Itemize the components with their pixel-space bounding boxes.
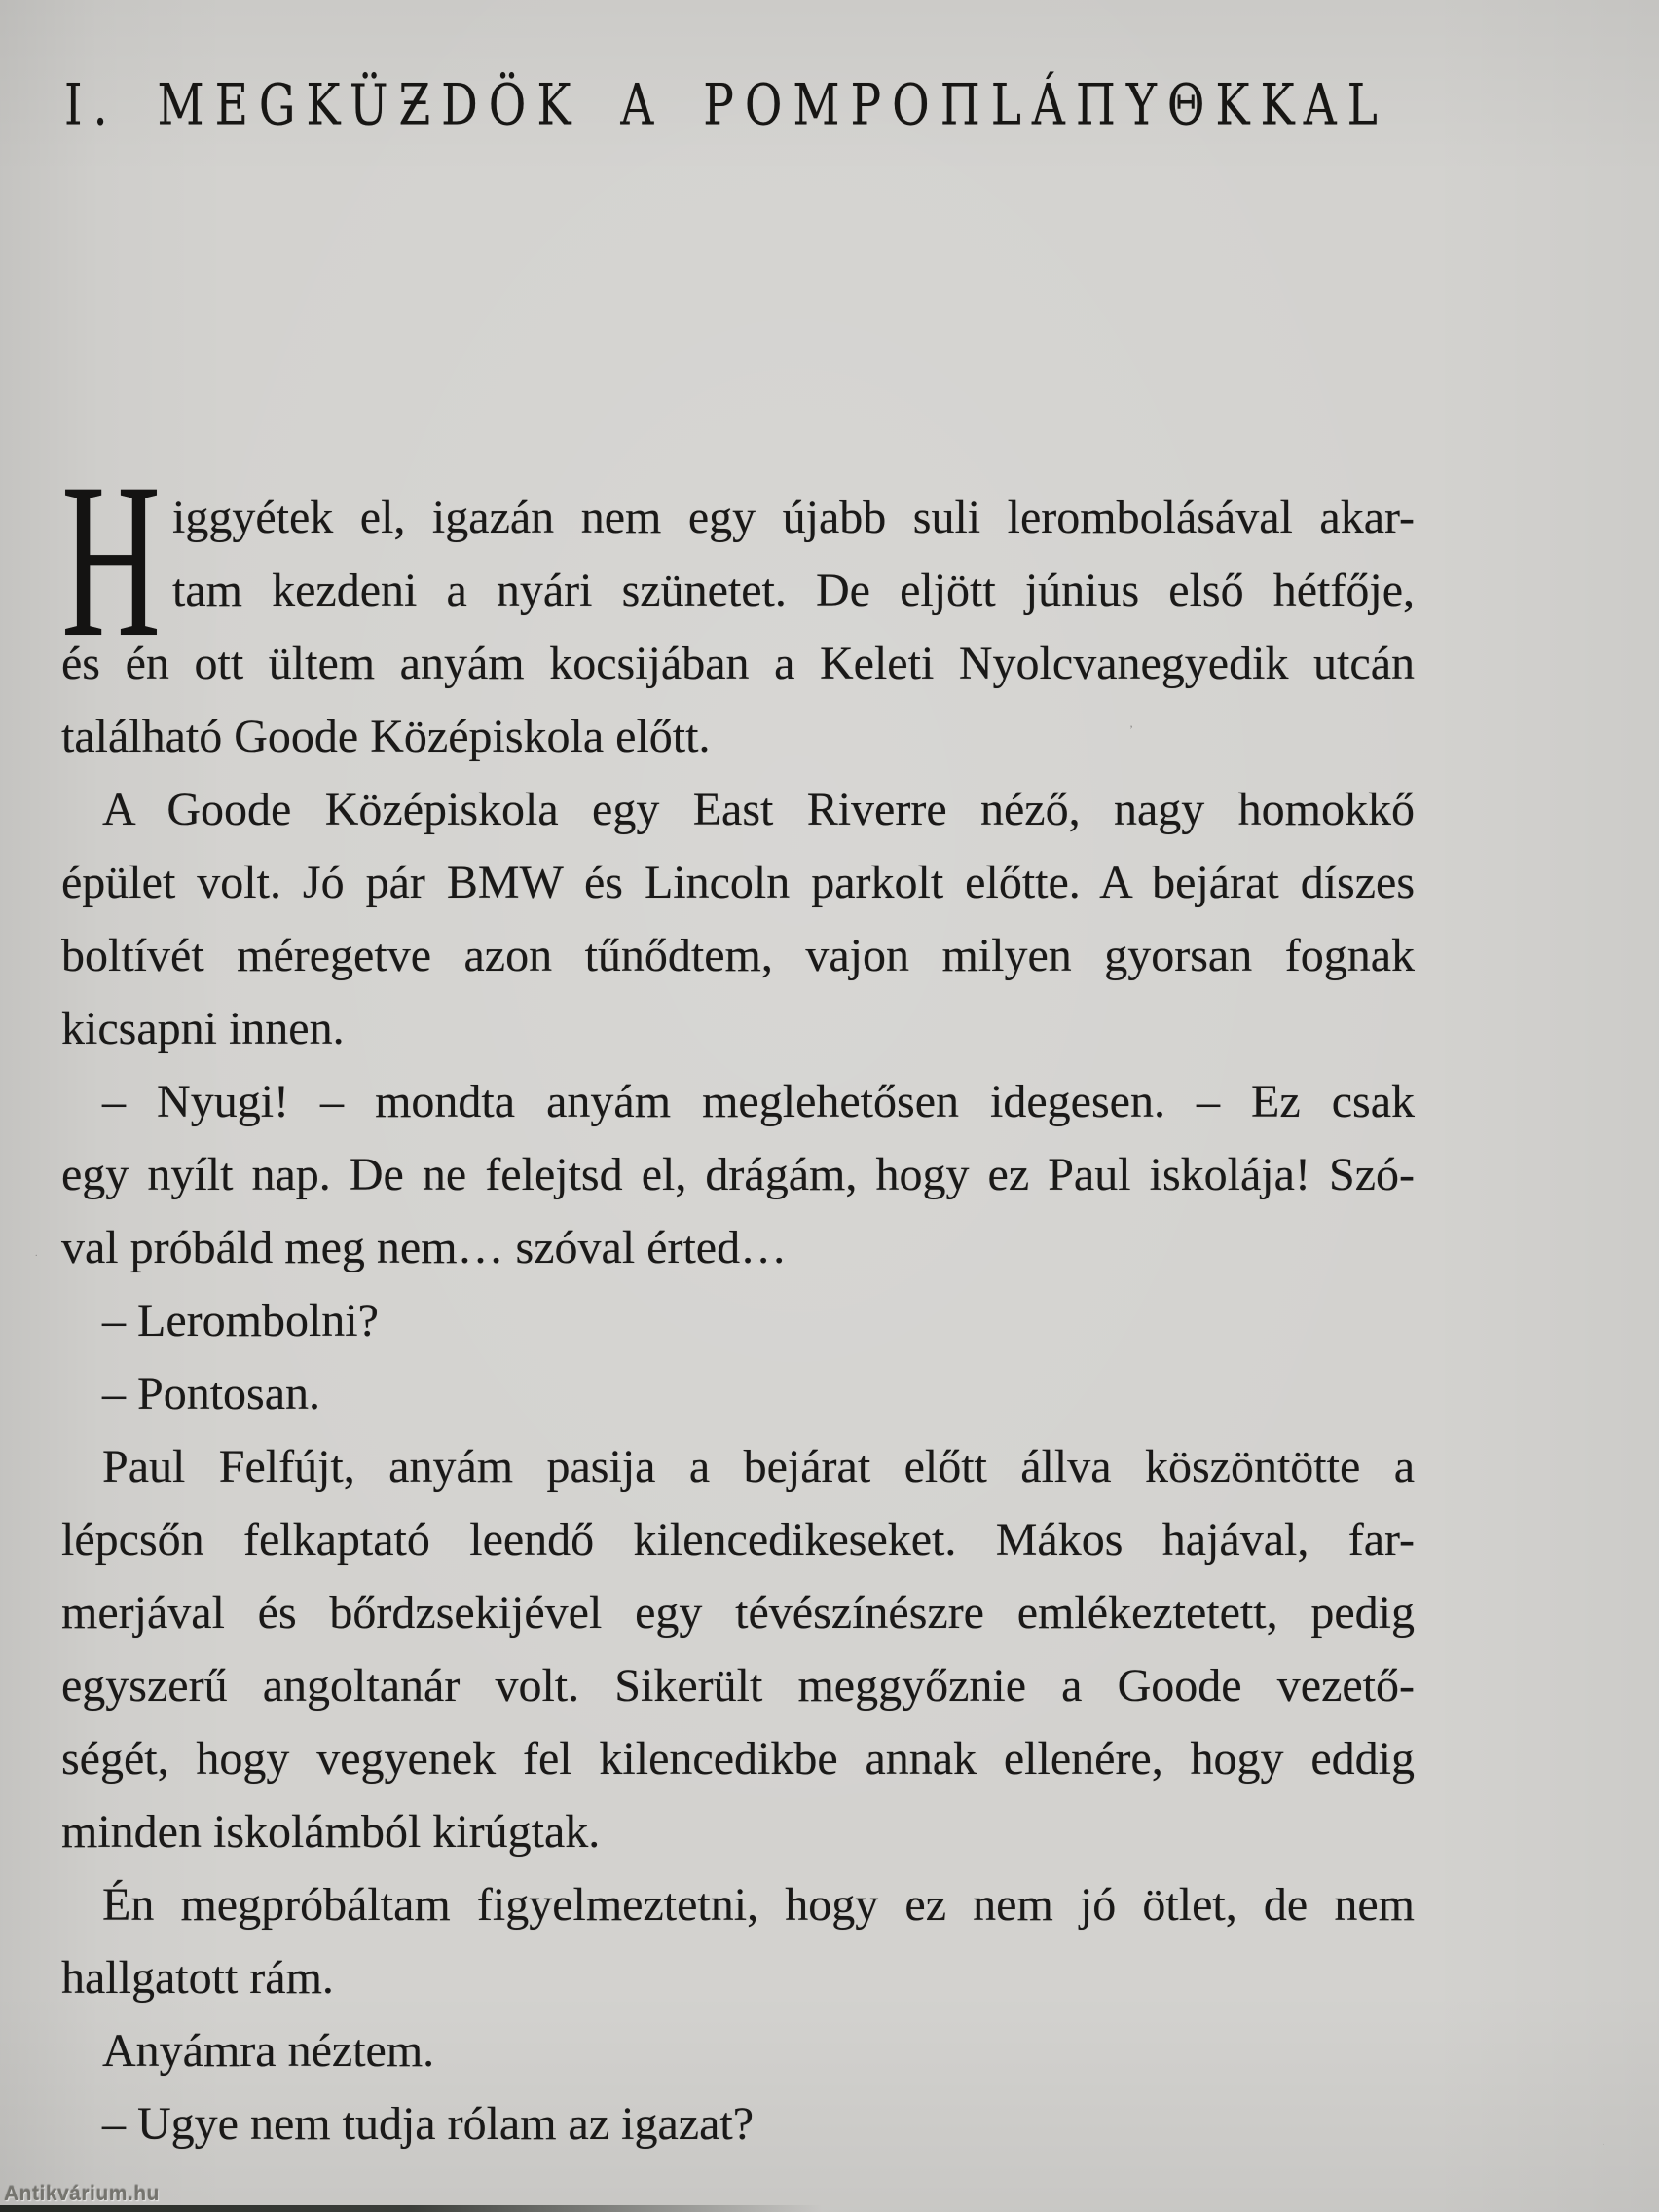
text-line: – Nyugi! – mondta anyám meglehetősen idegesen. – Ez csak bbox=[102, 1076, 1415, 1127]
text-line: val próbáld meg nem… szóval érted… bbox=[61, 1222, 788, 1273]
text-line: minden iskolámból kirúgtak. bbox=[61, 1806, 601, 1858]
text-line: merjával és bőrdzsekijével egy tévészínészre emlékeztetett, pedig bbox=[61, 1587, 1415, 1639]
paragraph bbox=[61, 1284, 1415, 1357]
text-line: tam kezdeni a nyári szünetet. De eljött június első hétfője, bbox=[172, 565, 1415, 616]
text-line: hallgatott rám. bbox=[61, 1952, 334, 2004]
text-line: boltívét méregetve azon tűnődtem, vajon milyen gyorsan fognak bbox=[61, 930, 1415, 981]
paragraph bbox=[61, 1868, 1415, 2014]
paragraph bbox=[61, 438, 1415, 773]
paragraph bbox=[61, 2087, 1415, 2160]
text-line: – Lerombolni? bbox=[102, 1295, 379, 1346]
paragraph bbox=[61, 1357, 1415, 1430]
paragraph bbox=[61, 1065, 1415, 1284]
text-line: iggyétek el, igazán nem egy újabb suli lerombolásával akar- bbox=[172, 492, 1415, 543]
text-line: – Ugye nem tudja rólam az igazat? bbox=[102, 2098, 755, 2150]
scan-speck: ’ bbox=[1129, 722, 1133, 736]
drop-cap: H bbox=[61, 438, 162, 683]
text-line: egyszerű angoltanár volt. Sikerült meggyőznie a Goode vezető- bbox=[61, 1660, 1415, 1712]
text-block bbox=[61, 438, 1415, 2160]
paragraph bbox=[61, 1430, 1415, 1868]
paragraph bbox=[61, 2014, 1415, 2087]
text-line: ségét, hogy vegyenek fel kilencedikbe annak ellenére, hogy eddig bbox=[61, 1733, 1415, 1785]
paragraph bbox=[61, 773, 1415, 1065]
scan-edge-shadow bbox=[0, 2205, 1028, 2212]
chapter-title: I. MEGKÜƵDÖK A POMPOΠLÁΠYΘKKAL bbox=[64, 72, 1388, 139]
text-line: található Goode Középiskola előtt. bbox=[61, 711, 711, 762]
text-line: Én megpróbáltam figyelmeztetni, hogy ez nem jó ötlet, de nem bbox=[102, 1879, 1415, 1931]
text-line: épület volt. Jó pár BMW és Lincoln parkolt előtte. A bejárat díszes bbox=[61, 857, 1415, 908]
scan-speck: . bbox=[35, 1248, 38, 1259]
text-line: Paul Felfújt, anyám pasija a bejárat előtt állva köszöntötte a bbox=[102, 1441, 1415, 1493]
text-line: kicsapni innen. bbox=[61, 1003, 345, 1054]
text-line: és én ott ültem anyám kocsijában a Keleti Nyolcvanegyedik utcán bbox=[61, 638, 1415, 689]
scan-speck: . bbox=[1603, 2137, 1605, 2148]
watermark: Antikvárium.hu bbox=[4, 2183, 160, 2205]
text-line: – Pontosan. bbox=[102, 1368, 321, 1419]
text-line: lépcsőn felkaptató leendő kilencedikeseket. Mákos hajával, far- bbox=[61, 1514, 1415, 1566]
text-line: A Goode Középiskola egy East Riverre néző, nagy homokkő bbox=[102, 784, 1415, 835]
text-line: egy nyílt nap. De ne felejtsd el, drágám, hogy ez Paul iskolája! Szó- bbox=[61, 1149, 1415, 1200]
text-line: Anyámra néztem. bbox=[102, 2025, 435, 2077]
